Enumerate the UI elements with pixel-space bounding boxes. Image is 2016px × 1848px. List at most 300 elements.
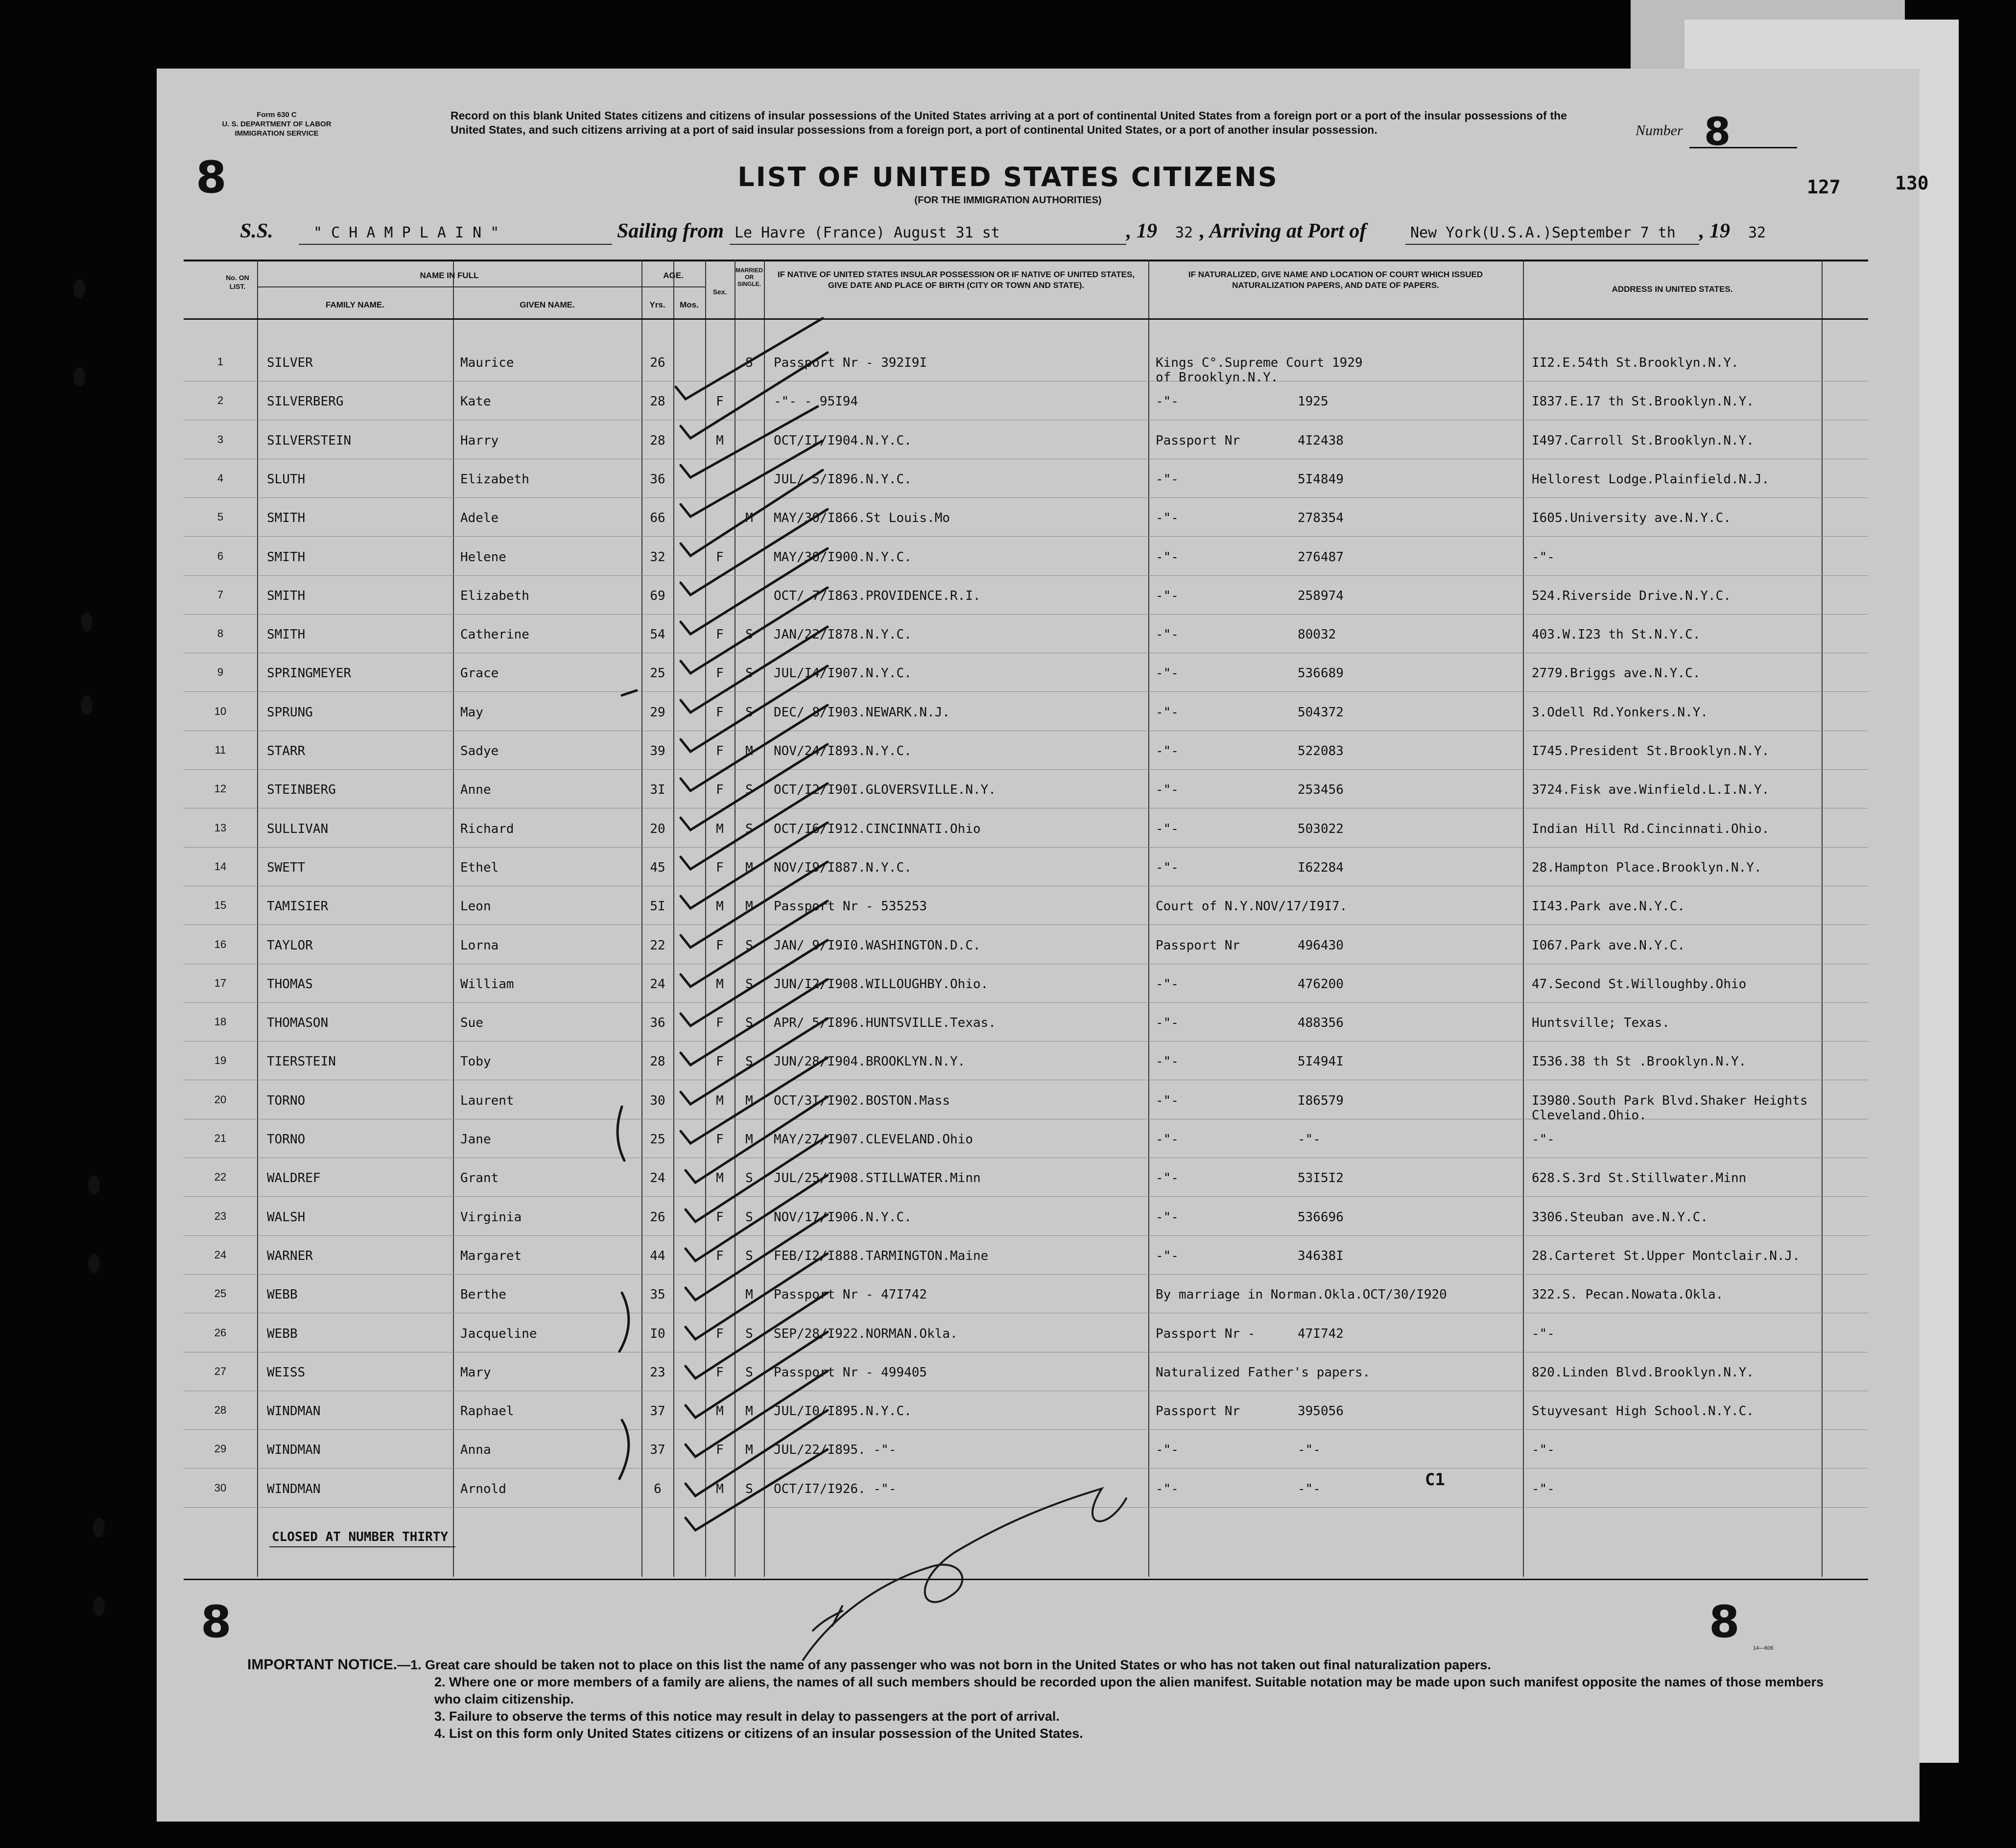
- passenger-given: William: [460, 976, 514, 992]
- passenger-age: 25: [650, 666, 665, 681]
- passenger-given: Adele: [460, 511, 499, 526]
- passenger-birth: OCT/I7/I926. -"-: [774, 1481, 897, 1496]
- passenger-given: Berthe: [460, 1287, 506, 1303]
- passenger-family: SMITH: [267, 549, 306, 565]
- passenger-no: 23: [214, 1209, 227, 1222]
- col-header-family: FAMILY NAME.: [326, 300, 384, 309]
- passenger-sex: M: [716, 899, 724, 914]
- passenger-nat-no: 80032: [1298, 627, 1336, 642]
- passenger-age: 36: [650, 472, 665, 487]
- passenger-birth: Passport Nr - 47I742: [774, 1287, 927, 1303]
- passenger-birth: NOV/I9/I887.N.Y.C.: [774, 860, 912, 875]
- passenger-birth: JUL/25/I908.STILLWATER.Minn: [774, 1171, 981, 1186]
- arrival-year: 32: [1748, 224, 1766, 241]
- passenger-no: 29: [214, 1443, 227, 1455]
- passenger-age: 39: [650, 744, 665, 758]
- passenger-family: WINDMAN: [267, 1443, 321, 1458]
- side-number-top-left: 8: [196, 152, 227, 203]
- closing-line: CLOSED AT NUMBER THIRTY: [272, 1530, 449, 1544]
- passenger-family: WEBB: [267, 1326, 298, 1341]
- passenger-address: 820.Linden Blvd.Brooklyn.N.Y.: [1532, 1365, 1754, 1380]
- passenger-no: 1: [217, 355, 224, 368]
- passenger-nat: -"-: [1156, 627, 1179, 642]
- passenger-address: -"-: [1532, 1443, 1555, 1458]
- passenger-nat: -"-: [1156, 1132, 1179, 1147]
- passenger-family: SPRINGMEYER: [267, 666, 352, 681]
- side-number-bottom-left: 8: [201, 1596, 232, 1648]
- passenger-family: WALSH: [267, 1209, 306, 1225]
- signature-image: [803, 1489, 1126, 1660]
- passenger-birth: OCT/I2/I90I.GLOVERSVILLE.N.Y.: [774, 782, 996, 798]
- passenger-ms: M: [745, 744, 753, 758]
- passenger-sex: F: [716, 1132, 724, 1147]
- departure-year-prefix: , 19: [1126, 220, 1157, 242]
- passenger-ms: M: [745, 1404, 753, 1419]
- important-notice: IMPORTANT NOTICE.—1. Great care should be taken not to place on this list the name of any passenger who was not born in the United States or who has not taken out final naturalization papers. 2. Where one or more members of a family are aliens, the names of all such members should be recorded upon the alien manifest. Suitable notation may be made upon such manifest opposite the names of those members who claim citizenship. 3. Failure to observe the terms of this notice may result in delay to passengers at the port of arrival. 4. List on this form only United States citizens or citizens of an insular possession of the United States.: [247, 1656, 1839, 1742]
- passenger-nat-no: 53I5I2: [1298, 1171, 1344, 1186]
- passenger-ms: S: [745, 1365, 753, 1380]
- col-header-married: MARRIED OR SINGLE.: [735, 267, 763, 287]
- passenger-family: TORNO: [267, 1132, 306, 1147]
- passenger-no: 4: [217, 472, 224, 484]
- passenger-birth: DEC/ 8/I903.NEWARK.N.J.: [774, 705, 950, 720]
- passenger-address: 3.Odell Rd.Yonkers.N.Y.: [1532, 705, 1708, 720]
- sheet-number-130: 130: [1895, 172, 1929, 194]
- passenger-nat-no: 5I494I: [1298, 1054, 1344, 1069]
- passenger-ms: S: [745, 1171, 753, 1186]
- passenger-sex: M: [716, 1093, 724, 1108]
- passenger-birth: JUL/ 5/I896.N.Y.C.: [774, 472, 912, 487]
- passenger-sex: F: [716, 394, 724, 409]
- passenger-age: 22: [650, 938, 665, 953]
- passenger-address: I3980.South Park Blvd.Shaker Heights: [1532, 1093, 1808, 1108]
- passenger-ms: M: [745, 860, 753, 875]
- list-number: 8: [1704, 110, 1731, 154]
- passenger-given: Mary: [460, 1365, 491, 1380]
- margin-mark: C1: [1425, 1470, 1445, 1490]
- passenger-nat: -"-: [1156, 588, 1179, 603]
- col-header-naturalized: IF NATURALIZED, GIVE NAME AND LOCATION OF COURT WHICH ISSUED NATURALIZATION PAPERS, AND DATE OF PAPERS.: [1188, 270, 1483, 290]
- passenger-address: I067.Park ave.N.Y.C.: [1532, 938, 1685, 953]
- passenger-address: 524.Riverside Drive.N.Y.C.: [1532, 588, 1731, 603]
- passenger-nat-no: 522083: [1298, 744, 1344, 758]
- passenger-no: 9: [217, 666, 224, 679]
- passenger-birth: MAY/30/I900.N.Y.C.: [774, 549, 912, 565]
- passenger-address: -"-: [1532, 1132, 1555, 1147]
- passenger-birth: Passport Nr - 535253: [774, 899, 927, 914]
- passenger-birth: Passport Nr - 499405: [774, 1365, 927, 1380]
- passenger-age: 24: [650, 976, 665, 992]
- passenger-nat: Passport Nr -: [1156, 1326, 1256, 1341]
- passenger-no: 24: [214, 1248, 227, 1261]
- passenger-family: SPRUNG: [267, 705, 313, 720]
- passenger-family: SWETT: [267, 860, 306, 875]
- passenger-sex: F: [716, 627, 724, 642]
- passenger-given: Grace: [460, 666, 499, 681]
- passenger-no: 27: [214, 1365, 227, 1377]
- passenger-ms: M: [745, 1093, 753, 1108]
- passenger-ms: M: [745, 1443, 753, 1458]
- passenger-address: 28.Hampton Place.Brooklyn.N.Y.: [1532, 860, 1762, 875]
- passenger-address: 3724.Fisk ave.Winfield.L.I.N.Y.: [1532, 782, 1770, 798]
- passenger-ms: S: [745, 355, 753, 370]
- passenger-nat: Court of N.Y.NOV/17/I9I7.: [1156, 899, 1348, 914]
- passenger-address: Indian Hill Rd.Cincinnati.Ohio.: [1532, 821, 1770, 836]
- passenger-address: I837.E.17 th St.Brooklyn.N.Y.: [1532, 394, 1754, 409]
- passenger-birth: JAN/ 9/I9I0.WASHINGTON.D.C.: [774, 938, 981, 953]
- passenger-given: Leon: [460, 899, 491, 914]
- passenger-nat: -"-: [1156, 472, 1179, 487]
- form-service: IMMIGRATION SERVICE: [235, 129, 319, 138]
- passenger-sex: F: [716, 860, 724, 875]
- passenger-address: 628.S.3rd St.Stillwater.Minn: [1532, 1171, 1747, 1186]
- passenger-nat-no: -"-: [1298, 1443, 1321, 1458]
- passenger-given: May: [460, 705, 483, 720]
- passenger-given: Sue: [460, 1016, 483, 1031]
- passenger-no: 5: [217, 511, 224, 523]
- passenger-sex: F: [716, 666, 724, 681]
- passenger-nat-no: -"-: [1298, 1481, 1321, 1496]
- passenger-family: THOMAS: [267, 976, 313, 992]
- arriving-label: , Arriving at Port of: [1200, 220, 1367, 242]
- passenger-given: Raphael: [460, 1404, 514, 1419]
- passenger-family: WALDREF: [267, 1171, 321, 1186]
- passenger-given: Toby: [460, 1054, 491, 1069]
- passenger-family: SILVERBERG: [267, 394, 344, 409]
- passenger-birth: MAY/27/I907.CLEVELAND.Ohio: [774, 1132, 973, 1147]
- passenger-given: Lorna: [460, 938, 499, 953]
- passenger-ms: S: [745, 1209, 753, 1225]
- passenger-address-line2: Cleveland.Ohio.: [1532, 1108, 1647, 1123]
- passenger-no: 20: [214, 1093, 227, 1106]
- passenger-no: 22: [214, 1171, 227, 1184]
- passenger-no: 2: [217, 394, 224, 407]
- passenger-no: 3: [217, 433, 224, 446]
- passenger-ms: M: [745, 511, 753, 526]
- passenger-family: SMITH: [267, 627, 306, 642]
- arrival-place: New York(U.S.A.)September 7 th: [1410, 224, 1676, 241]
- passenger-nat-no: 34638I: [1298, 1248, 1344, 1263]
- notice-item-1: 1. Great care should be taken not to place on this list the name of any passenger who was not born in the United States or who has not taken out final naturalization papers.: [410, 1658, 1491, 1672]
- passenger-age: 26: [650, 1209, 665, 1225]
- passenger-no: 18: [214, 1016, 227, 1028]
- passenger-sex: M: [716, 1404, 724, 1419]
- passenger-no: 21: [214, 1132, 227, 1144]
- passenger-nat: Passport Nr: [1156, 433, 1240, 448]
- passenger-nat: -"-: [1156, 744, 1179, 758]
- passenger-age: 36: [650, 1016, 665, 1031]
- passenger-given: Jacqueline: [460, 1326, 537, 1341]
- passenger-nat-no: 395056: [1298, 1404, 1344, 1419]
- sailing-label: Sailing from: [617, 220, 724, 242]
- passenger-given: Catherine: [460, 627, 529, 642]
- passenger-address: 322.S. Pecan.Nowata.Okla.: [1532, 1287, 1724, 1303]
- passenger-sex: F: [716, 1365, 724, 1380]
- passenger-given: Jane: [460, 1132, 491, 1147]
- footer-code: 14—606: [1753, 1645, 1774, 1651]
- col-header-yrs: Yrs.: [649, 300, 665, 309]
- col-header-address: ADDRESS IN UNITED STATES.: [1612, 284, 1733, 294]
- passenger-age: 44: [650, 1248, 665, 1263]
- passenger-address: I536.38 th St .Brooklyn.N.Y.: [1532, 1054, 1747, 1069]
- passenger-birth: Passport Nr - 392I9I: [774, 355, 927, 370]
- passenger-sex: F: [716, 782, 724, 798]
- passenger-nat: -"-: [1156, 1054, 1179, 1069]
- passenger-nat-no: 496430: [1298, 938, 1344, 953]
- passenger-nat: -"-: [1156, 511, 1179, 526]
- passenger-birth: OCT/II/I904.N.Y.C.: [774, 433, 912, 448]
- passenger-given: Virginia: [460, 1209, 522, 1225]
- passenger-family: STEINBERG: [267, 782, 336, 798]
- passenger-family: TORNO: [267, 1093, 306, 1108]
- passenger-no: 30: [214, 1481, 227, 1494]
- passenger-sex: F: [716, 1016, 724, 1031]
- passenger-sex: F: [716, 938, 724, 953]
- notice-item-2: 2. Where one or more members of a family are aliens, the names of all such members should be recorded upon the alien manifest. Suitable notation may be made upon such manifest opposite the names of those members who claim citizenship.: [434, 1675, 1824, 1706]
- passenger-nat-no: I62284: [1298, 860, 1344, 875]
- passenger-birth: NOV/24/I893.N.Y.C.: [774, 744, 912, 758]
- passenger-sex: M: [716, 1481, 724, 1496]
- passenger-given: Harry: [460, 433, 499, 448]
- passenger-no: 11: [214, 744, 226, 756]
- passenger-given: Arnold: [460, 1481, 506, 1496]
- passenger-ms: M: [745, 1132, 753, 1147]
- passenger-nat-no: 503022: [1298, 821, 1344, 836]
- number-label: Number: [1636, 122, 1683, 139]
- passenger-nat-no: 47I742: [1298, 1326, 1344, 1341]
- passenger-age: 5I: [650, 899, 665, 914]
- passenger-family: TIERSTEIN: [267, 1054, 336, 1069]
- col-header-birth: IF NATIVE OF UNITED STATES INSULAR POSSESSION OR IF NATIVE OF UNITED STATES, GIVE DATE AND PLACE OF BIRTH (CITY OR TOWN AND STATE).: [777, 270, 1135, 290]
- passenger-address: I497.Carroll St.Brooklyn.N.Y.: [1532, 433, 1754, 448]
- passenger-no: 8: [217, 627, 224, 640]
- passenger-nat: By marriage in Norman.Okla.OCT/30/I920: [1156, 1287, 1447, 1303]
- passenger-ms: S: [745, 976, 753, 992]
- passenger-ms: S: [745, 705, 753, 720]
- passenger-nat: -"-: [1156, 821, 1179, 836]
- passenger-sex: M: [716, 1171, 724, 1186]
- passenger-nat: -"-: [1156, 549, 1179, 565]
- col-header-mos: Mos.: [680, 300, 699, 309]
- passenger-birth: JUL/I0/I895.N.Y.C.: [774, 1404, 912, 1419]
- passenger-age: 35: [650, 1287, 665, 1303]
- passenger-age: 28: [650, 1054, 665, 1069]
- form-department: U. S. DEPARTMENT OF LABOR: [222, 120, 332, 128]
- passenger-nat: -"-: [1156, 1481, 1179, 1496]
- col-header-age: AGE.: [663, 271, 684, 280]
- passenger-address: Huntsville; Texas.: [1532, 1016, 1670, 1031]
- passenger-no: 25: [214, 1287, 227, 1300]
- passenger-given: Anna: [460, 1443, 491, 1458]
- passenger-family: WEISS: [267, 1365, 306, 1380]
- passenger-age: 20: [650, 821, 665, 836]
- passenger-nat-no: 258974: [1298, 588, 1344, 603]
- passenger-family: STARR: [267, 744, 306, 758]
- passenger-age: 29: [650, 705, 665, 720]
- passenger-age: 6: [654, 1481, 662, 1496]
- passenger-ms: S: [745, 821, 753, 836]
- page-subtitle: (FOR THE IMMIGRATION AUTHORITIES): [914, 195, 1102, 206]
- departure-year: 32: [1175, 224, 1193, 241]
- passenger-sex: M: [716, 433, 724, 448]
- passenger-nat: -"-: [1156, 1171, 1179, 1186]
- arrival-year-prefix: , 19: [1699, 220, 1730, 242]
- passenger-address: 3306.Steuban ave.N.Y.C.: [1532, 1209, 1708, 1225]
- passenger-nat: -"-: [1156, 1016, 1179, 1031]
- col-header-name: NAME IN FULL: [420, 271, 479, 280]
- passenger-nat: Passport Nr: [1156, 1404, 1240, 1419]
- form-number: Form 630 C: [257, 111, 297, 119]
- passenger-nat: -"-: [1156, 1443, 1179, 1458]
- passenger-age: 32: [650, 549, 665, 565]
- passenger-nat-no: I86579: [1298, 1093, 1344, 1108]
- passenger-address: Hellorest Lodge.Plainfield.N.J.: [1532, 472, 1770, 487]
- passenger-given: Laurent: [460, 1093, 514, 1108]
- passenger-ms: S: [745, 1248, 753, 1263]
- passenger-age: 37: [650, 1404, 665, 1419]
- passenger-no: 13: [214, 821, 227, 834]
- passenger-birth: JUN/28/I904.BROOKLYN.N.Y.: [774, 1054, 966, 1069]
- passenger-nat-no: 488356: [1298, 1016, 1344, 1031]
- passenger-nat-no: 5I4849: [1298, 472, 1344, 487]
- passenger-address: Stuyvesant High School.N.Y.C.: [1532, 1404, 1754, 1419]
- passenger-address: II2.E.54th St.Brooklyn.N.Y.: [1532, 355, 1739, 370]
- passenger-address: 28.Carteret St.Upper Montclair.N.J.: [1532, 1248, 1800, 1263]
- ss-label: S.S.: [240, 220, 273, 242]
- passenger-given: Grant: [460, 1171, 499, 1186]
- passenger-sex: F: [716, 1248, 724, 1263]
- passenger-sex: M: [716, 821, 724, 836]
- passenger-sex: F: [716, 1443, 724, 1458]
- sheet-number-127: 127: [1807, 176, 1841, 198]
- passenger-ms: M: [745, 899, 753, 914]
- col-header-sex: Sex.: [712, 288, 727, 296]
- passenger-given: Elizabeth: [460, 472, 529, 487]
- passenger-age: 45: [650, 860, 665, 875]
- passenger-birth: SEP/28/I922.NORMAN.Okla.: [774, 1326, 958, 1341]
- passenger-nat-no: 4I2438: [1298, 433, 1344, 448]
- passenger-no: 14: [214, 860, 227, 873]
- passenger-family: SMITH: [267, 511, 306, 526]
- passenger-nat: Naturalized Father's papers.: [1156, 1365, 1371, 1380]
- ship-name: " C H A M P L A I N ": [313, 224, 499, 241]
- passenger-birth: FEB/I2/I888.TARMINGTON.Maine: [774, 1248, 989, 1263]
- passenger-nat: Passport Nr: [1156, 938, 1240, 953]
- passenger-age: 28: [650, 433, 665, 448]
- passenger-sex: M: [716, 976, 724, 992]
- passenger-family: TAMISIER: [267, 899, 329, 914]
- passenger-nat: -"-: [1156, 394, 1179, 409]
- passenger-birth: OCT/ 7/I863.PROVIDENCE.R.I.: [774, 588, 981, 603]
- passenger-age: 30: [650, 1093, 665, 1108]
- passenger-age: 24: [650, 1171, 665, 1186]
- passenger-no: 10: [214, 705, 227, 717]
- passenger-given: Ethel: [460, 860, 499, 875]
- passenger-birth: OCT/3I/I902.BOSTON.Mass: [774, 1093, 950, 1108]
- passenger-age: 54: [650, 627, 665, 642]
- notice-item-4: 4. List on this form only United States citizens or citizens of an insular possession of the United States.: [434, 1726, 1083, 1741]
- passenger-ms: S: [745, 1016, 753, 1031]
- passenger-given: Anne: [460, 782, 491, 798]
- instructions-text: Record on this blank United States citizens and citizens of insular possessions of the United States arriving at a port of continental United States from a foreign port or a port of the insular possessions of the United States, and such citizens arriving at a port of said insular possessions from a foreign port, a port of continental United States, or a port of another insular possession.: [451, 109, 1567, 136]
- passenger-sex: F: [716, 1209, 724, 1225]
- passenger-age: 25: [650, 1132, 665, 1147]
- passenger-birth: JUN/I2/I908.WILLOUGHBY.Ohio.: [774, 976, 989, 992]
- passenger-ms: S: [745, 666, 753, 681]
- passenger-family: SLUTH: [267, 472, 306, 487]
- passenger-ms: S: [745, 1481, 753, 1496]
- passenger-birth: JUL/I4/I907.N.Y.C.: [774, 666, 912, 681]
- passenger-no: 6: [217, 549, 224, 562]
- passenger-nat-no: 278354: [1298, 511, 1344, 526]
- passenger-family: TAYLOR: [267, 938, 313, 953]
- passenger-birth: JAN/22/I878.N.Y.C.: [774, 627, 912, 642]
- passenger-address: I745.President St.Brooklyn.N.Y.: [1532, 744, 1770, 758]
- passenger-no: 17: [214, 976, 227, 989]
- passenger-age: 23: [650, 1365, 665, 1380]
- passenger-family: WEBB: [267, 1287, 298, 1303]
- passenger-nat: -"-: [1156, 1248, 1179, 1263]
- passenger-no: 19: [214, 1054, 227, 1067]
- departure-place: Le Havre (France) August 31 st: [735, 224, 1000, 241]
- passenger-age: 28: [650, 394, 665, 409]
- passenger-family: SILVER: [267, 355, 313, 370]
- passenger-no: 28: [214, 1404, 227, 1417]
- passenger-address: 47.Second St.Willoughby.Ohio: [1532, 976, 1747, 992]
- passenger-age: 69: [650, 588, 665, 603]
- passenger-nat-no: -"-: [1298, 1132, 1321, 1147]
- passenger-nat-no: 253456: [1298, 782, 1344, 798]
- passenger-nat: -"-: [1156, 666, 1179, 681]
- passenger-sex: F: [716, 1326, 724, 1341]
- passenger-address: -"-: [1532, 549, 1555, 565]
- passenger-ms: S: [745, 627, 753, 642]
- passenger-family: SMITH: [267, 588, 306, 603]
- passenger-age: 26: [650, 355, 665, 370]
- passenger-nat-line2: of Brooklyn.N.Y.: [1156, 370, 1279, 385]
- col-header-no: No. ON LIST.: [226, 274, 249, 290]
- passenger-age: 3I: [650, 782, 665, 798]
- passenger-given: Sadye: [460, 744, 499, 758]
- passenger-nat: -"-: [1156, 1209, 1179, 1225]
- passenger-sex: F: [716, 549, 724, 565]
- passenger-family: WINDMAN: [267, 1404, 321, 1419]
- passenger-no: 26: [214, 1326, 227, 1339]
- passenger-nat: -"-: [1156, 705, 1179, 720]
- passenger-age: 66: [650, 511, 665, 526]
- passenger-nat-no: 536689: [1298, 666, 1344, 681]
- passenger-nat-no: 1925: [1298, 394, 1328, 409]
- passenger-given: Kate: [460, 394, 491, 409]
- passenger-ms: S: [745, 782, 753, 798]
- passenger-family: SULLIVAN: [267, 821, 329, 836]
- passenger-address: I605.University ave.N.Y.C.: [1532, 511, 1731, 526]
- passenger-nat-no: 276487: [1298, 549, 1344, 565]
- passenger-age: 37: [650, 1443, 665, 1458]
- passenger-no: 12: [214, 782, 227, 795]
- passenger-ms: S: [745, 938, 753, 953]
- passenger-ms: S: [745, 1054, 753, 1069]
- passenger-ms: M: [745, 1287, 753, 1303]
- passenger-birth: JUL/22/I895. -"-: [774, 1443, 897, 1458]
- passenger-birth: -"- - 95I94: [774, 394, 858, 409]
- passenger-birth: NOV/17/I906.N.Y.C.: [774, 1209, 912, 1225]
- notice-label: IMPORTANT NOTICE.: [247, 1657, 398, 1673]
- passenger-birth: OCT/I6/I912.CINCINNATI.Ohio: [774, 821, 981, 836]
- passenger-given: Elizabeth: [460, 588, 529, 603]
- passenger-sex: F: [716, 744, 724, 758]
- passenger-age: I0: [650, 1326, 665, 1341]
